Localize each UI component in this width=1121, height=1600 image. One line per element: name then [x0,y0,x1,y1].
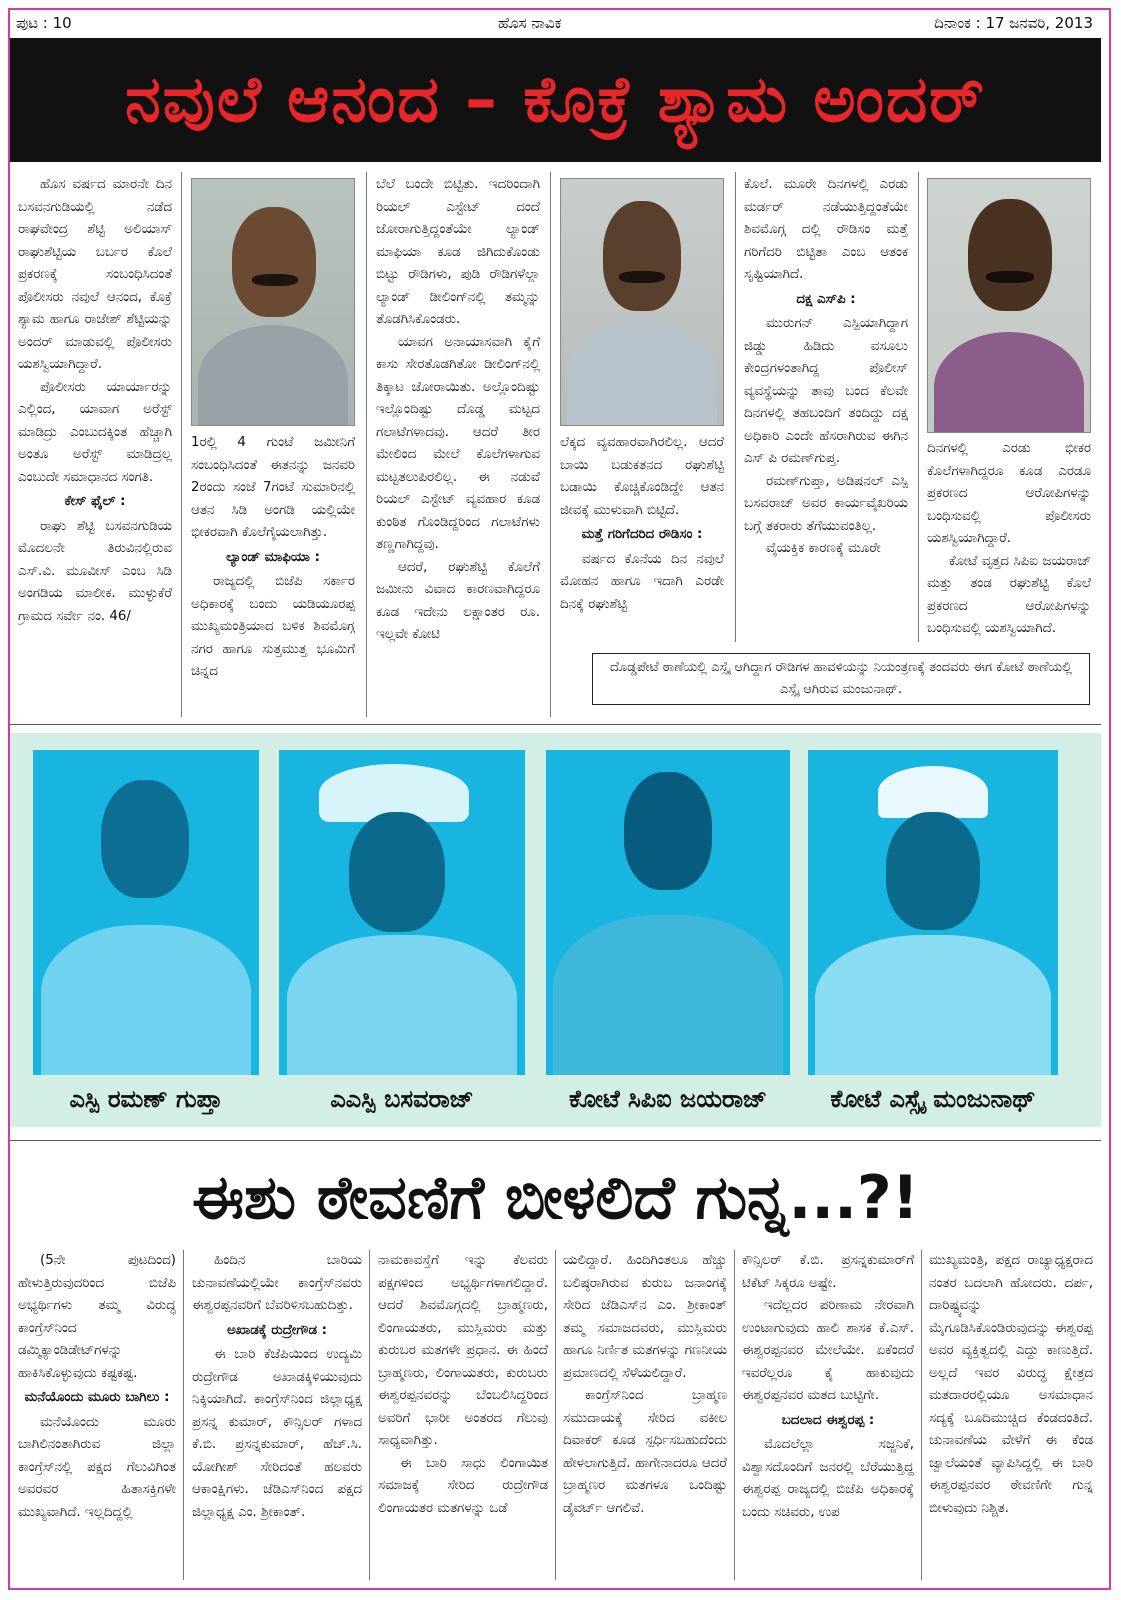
accused-photo-1 [191,178,355,426]
article1-col1: ಹೊಸ ವರ್ಷದ ಮಾರನೇ ದಿನ ಬಸವನಗುಡಿಯಲ್ಲಿ ನಡೆದ ರಾಘವೇಂದ್ರ ಶೆಟ್ಟಿ ಅಲಿಯಾಸ್ ರಾಘುಶೆಟ್ಟಿಯ ಬರ್ಬರ ಕೊಲೆ ಪ್ರಕರಣಕ್ಕೆ ಸಂಬಂಧಿಸಿದಂತೆ ಪೊಲೀಸರು ನವುಲೆ ಆನಂದ, ಕೊಕ್ರೆ ಶ್ಯಾಮ ಹಾಗೂ ರಾಜೇಶ್ ಶೆಟ್ಟಿಯನ್ನು ಅಂದರ್ ಮಾಡುವಲ್ಲಿ ಪೊಲೀಸರು ಯಶಸ್ವಿಯಾಗಿದ್ದಾರೆ. ಪೊಲೀಸರು ಯಾರ್ಯಾರನ್ನು ಎಲ್ಲಿಂದ, ಯಾವಾಗ ಅರೆಸ್ಟ್ ಮಾಡಿದ್ರು ಎಂಬುದಕ್ಕಿಂತ ಹೆಚ್ಚಾಗಿ ಅಂತೂ ಅರೆಸ್ಟ್ ಮಾಡಿದ್ರಲ್ಲ ಎಂಬುದೇ ಸಮಾಧಾನದ ಸಂಗತಿ. ಕೇಸ್ ಫೈಲ್ : ರಾಘು ಶೆಟ್ಟಿ ಬಸವನಗುಡಿಯ ಮೊದಲನೇ ತಿರುವಿನಲ್ಲಿರುವ ಎಸ್.ವಿ. ಮೂವೀಸ್ ಎಂಬ ಸಿಡಿ ಅಂಗಡಿಯ ಮಾಲೀಕ. ಮುಳ್ಳುಕೆರೆ ಗ್ರಾಮದ ಸರ್ವೇ ನಂ. 46/ [18,177,172,624]
accused-photo-3 [927,178,1091,433]
officer-photo-2 [279,750,525,1075]
officer-photo-1 [33,750,259,1075]
second-headline: ಈಶು ಠೇವಣಿಗೆ ಬೀಳಲಿದೆ ಗುನ್ನ...?! [191,1163,920,1233]
officer-photo-3 [546,750,790,1075]
officer-name-1: ಎಸ್ಪಿ ರಮಣ್ ಗುಪ್ತಾ [69,1085,223,1113]
article2-col3: ನಾಮಕಾವಸ್ತೆಗೆ ಇನ್ನು ಕೆಲವರು ಪಕ್ಷಗಳಿಂದ ಅಭ್ಯರ್ಥಿಗಳಾಗಲಿದ್ದಾರೆ. ಆದರೆ ಶಿವಮೊಗ್ಗದಲ್ಲಿ ಬ್ರಾಹ್ಮಣರು, ಲಿಂಗಾಯತರು, ಮುಸ್ಲಿಮರು ಮತ್ತು ಕುರುಬರ ಮತಗಳೇ ಪ್ರಧಾನ. ಈ ಹಿಂದೆ ಬ್ರಾಹ್ಮಣರು, ಲಿಂಗಾಯತರು, ಕುರುಬರು ಈಶ್ವರಪ್ಪನವರನ್ನು ಬೆಂಬಲಿಸಿದ್ದರಿಂದ ಅವರಿಗೆ ಭಾರೀ ಅಂತರದ ಗೆಲುವು ಸಾಧ್ಯವಾಗಿತ್ತು. ಈ ಬಾರಿ ಸಾಧು ಲಿಂಗಾಯಿತ ಸಮಾಜಕ್ಕೆ ಸೇರಿದ ರುದ್ರೇಗೌಡ ಲಿಂಗಾಯತರ ಮತಗಳನ್ನು ಒಡೆ [378,1253,548,1516]
main-headline: ನವುಲೆ ಆನಂದ – ಕೊಕ್ರೆ ಶ್ಯಾಮ ಅಂದರ್ [10,38,1101,162]
officer-name-2: ಎಎಸ್ಪಿ ಬಸವರಾಜ್ [330,1085,474,1113]
article2-col5: ಕೌನ್ಸಿಲರ್ ಕೆ.ಬಿ. ಪ್ರಸನ್ನಕುಮಾರ್‌ಗೆ ಟಿಕೆಟ್ ಸಿಕ್ಕರೂ ಅಷ್ಟೇ. ಇದೆಲ್ಲದರ ಪರಿಣಾಮ ನೇರವಾಗಿ ಉಂಟಾಗುವುದು ಹಾಲಿ ಶಾಸಕ ಕೆ.ಎಸ್. ಈಶ್ವರಪ್ಪನವರ ಮೇಲೆಯೇ. ಏಕೆಂದರೆ ಇವರೆಲ್ಲರೂ ಕೈ ಹಾಕುವುದು ಈಶ್ವರಪ್ಪನವರ ಮತದ ಬುಟ್ಟಿಗೇ. ಬದಲಾದ ಈಶ್ವರಪ್ಪ : ಮೊದಲೆಲ್ಲಾ ಸಜ್ಜನಿಕೆ, ವಿಶ್ವಾಸದೊಂದಿಗೆ ಜನರಲ್ಲಿ ಬೆರೆಯುತ್ತಿದ್ದ ಈಶ್ವರಪ್ಪ ರಾಜ್ಯದಲ್ಲಿ ಬಿಜೆಪಿ ಅಧಿಕಾರಕ್ಕೆ ಬಂದು ಸಚಿವರು, ಉಪ [742,1253,914,1520]
page-number: ಪುಟ : 10 [16,14,72,32]
article1-col2: 1ರಲ್ಲಿ 4 ಗುಂಟೆ ಜಮೀನಿಗೆ ಸಂಬಂಧಿಸಿದಂತೆ ಈತನನ್ನು ಜನವರಿ 2ರಂದು ಸಂಜೆ 7ಗಂಟೆ ಸುಮಾರಿನಲ್ಲಿ ಆತನ ಸಿಡಿ ಅಂಗಡಿ ಯಲ್ಲಿಯೇ ಭೀಕರವಾಗಿ ಕೊಲೆಗೈಯಲಾಗಿತ್ತು. ಲ್ಯಾಂಡ್ ಮಾಫಿಯಾ : ರಾಜ್ಯದಲ್ಲಿ ಬಿಜೆಪಿ ಸರ್ಕಾರ ಅಧಿಕಾರಕ್ಕೆ ಬಂದು ಯಡಿಯೂರಪ್ಪ ಮುಖ್ಯಮಂತ್ರಿಯಾದ ಬಳಿಕ ಶಿವಮೊಗ್ಗ ನಗರ ಹಾಗೂ ಸುತ್ತಮುತ್ತ ಭೂಮಿಗೆ ಚಿನ್ನದ [191,435,355,679]
article2-col6: ಮುಖ್ಯಮಂತ್ರಿ, ಪಕ್ಷದ ರಾಜ್ಯಾಧ್ಯಕ್ಷರಾದ ನಂತರ ಬದಲಾಗಿ ಹೋದರು. ದರ್ಪ, ದಾರಿಷ್ಟ್ಯವನ್ನು ಮೈಗೂಡಿಸಿಕೊಂಡಿರುವುದನ್ನು ಈಶ್ವರಪ್ಪ ಅವರ ವ್ಯಕ್ತಿತ್ವದಲ್ಲಿ ಎದ್ದು ಕಾಣುತ್ತಿದೆ. ಅಲ್ಲದೆ ಇವರ ವಿರುದ್ಧ ಕ್ಷೇತ್ರದ ಮತದಾರರಲ್ಲಿಯೂ ಅಸಮಾಧಾನ ಸದ್ಯಕ್ಕೆ ಬೂದಿಮುಚ್ಚಿದ ಕೆಂಡದಂತಿದೆ. ಚುನಾವಣೆಯ ವೇಳೆಗೆ ಈ ಕೆಂಡ ಜ್ವಾಲೆಯಂತೆ ವ್ಯಾಪಿಸಿದ್ದಲ್ಲಿ ಈ ಬಾರಿ ಈಶ್ವರಪ್ಪನವರ ಠೇವಣಿಗೇ ಗುನ್ನ ಬೀಳುವುದು ನಿಶ್ಚಿತ. [929,1253,1093,1516]
article1-col5: ಕೊಲೆ. ಮೂರೇ ದಿನಗಳಲ್ಲಿ ಎರಡು ಮರ್ಡರ್ ನಡೆಯುತ್ತಿದ್ದಂತೆಯೇ ಶಿವಮೊಗ್ಗ ದಲ್ಲಿ ರೌಡಿಸಂ ಮತ್ತೆ ಗರಿಗೆದರಿ ಬಿಟ್ಟಿತಾ ಎಂಬ ಆತಂಕ ಸೃಷ್ಟಿಯಾಗಿದೆ. ದಕ್ಷ ಎಸ್‌ಪಿ : ಮುರುಗನ್ ಎಸ್ಪಿಯಾಗಿದ್ದಾಗ ಜಿಡ್ಡು ಹಿಡಿದು ವಸೂಲು ಕೇಂದ್ರಗಳಂತಾಗಿದ್ದ ಪೊಲೀಸ್ ವ್ಯವಸ್ಥೆಯನ್ನು ತಾವು ಬಂದ ಕೆಲವೇ ದಿನಗಳಲ್ಲಿ ತಹಬಂದಿಗೆ ತಂದಿದ್ದು ದಕ್ಷ ಅಧಿಕಾರಿ ಎಂದೇ ಹೆಸರಾಗಿರುವ ಈಗಿನ ಎಸ್ ಪಿ ರಮಣ್‌ಗುಪ್ತ. ರಮಣ್‌ಗುಪ್ತಾ, ಅಡಿಷನಲ್ ಎಸ್ಪಿ ಬಸವರಾಜ್ ಅವರ ಕಾರ್ಯವೈಖರಿಯ ಬಗ್ಗೆ ತಕರಾರು ತೆಗೆಯುವಂತಿಲ್ಲ. ವೈಯಕ್ತಿಕ ಕಾರಣಕ್ಕೆ ಮೂರೇ [744,177,908,556]
photo-caption-box: ದೊಡ್ಡಪೇಟೆ ಠಾಣೆಯಲ್ಲಿ ಎಸ್ಸೈ ಆಗಿದ್ದಾಗ ರೌಡಿಗಳ ಹಾವಳಿಯನ್ನು ನಿಯಂತ್ರಣಕ್ಕೆ ತಂದವರು ಈಗ ಕೋಟೆ ಠಾಣೆಯಲ್ಲಿ ಎಸ್ಸೈ ಆಗಿರುವ ಮಂಜುನಾಥ್. [592,653,1090,705]
issue-date: ದಿನಾಂಕ : 17 ಜನವರಿ, 2013 [934,14,1093,32]
article1-col4: ಲೆಕ್ಕದ ವ್ಯವಹಾರವಾಗಿರಲಿಲ್ಲ. ಆದರೆ ಬಾಯಿ ಬಡುಕತನದ ರಘುಶೆಟ್ಟಿ ಬಡಾಯಿ ಕೊಚ್ಚಿಕೊಂಡಿದ್ದೇ ಆತನ ಜೀವಕ್ಕೆ ಮುಳುವಾಗಿ ಬಿಟ್ಟಿದೆ. ಮತ್ತೆ ಗರಿಗೆದರಿದ ರೌಡಿಸಂ : ವರ್ಷದ ಕೊನೆಯ ದಿನ ನವುಲೆ ಮೋಹನ ಹಾಗೂ ಇದಾಗಿ ಎರಡೇ ದಿನಕ್ಕೆ ರಘುಶೆಟ್ಟಿ [560,435,724,612]
masthead-bar [10,10,1101,34]
article2-col2: ಹಿಂದಿನ ಬಾರಿಯ ಚುನಾವಣೆಯಲ್ಲಿಯೇ ಕಾಂಗ್ರೆಸ್‌ನವರು ಈಶ್ವರಪ್ಪನವರಿಗೆ ಬೆವರಿಳಿಸಬಹುದಿತ್ತು. ಅಖಾಡಕ್ಕೆ ರುದ್ರೇಗೌಡ : ಈ ಬಾರಿ ಕೆಜೆಪಿಯಿಂದ ಉದ್ಯಮಿ ರುದ್ರೇಗೌಡ ಅಖಾಡಕ್ಕಿಳಿಯುವುದು ನಿಕ್ಕಿಯಾಗಿದೆ. ಕಾಂಗ್ರೆಸ್‌ನಿಂದ ಜಿಲ್ಲಾಧ್ಯಕ್ಷ ಪ್ರಸನ್ನ ಕುಮಾರ್, ಕೌನ್ಸಿಲರ್ ಗಳಾದ ಕೆ.ಬಿ. ಪ್ರಸನ್ನಕುಮಾರ್, ಹೆಚ್.ಸಿ. ಯೋಗೀಶ್ ಸೇರಿದಂತೆ ಹಲವರು ಆಕಾಂಕ್ಷಿಗಳು. ಜೆಡಿಎಸ್‌ನಿಂದ ಪಕ್ಷದ ಜಿಲ್ಲಾಧ್ಯಕ್ಷ ಎಂ. ಶ್ರೀಕಾಂತ್. [192,1253,362,1520]
officer-photo-4 [808,750,1058,1075]
accused-photo-2 [560,178,724,426]
article1-col6: ದಿನಗಳಲ್ಲಿ ಎರಡು ಭೀಕರ ಕೊಲೆಗಳಾಗಿದ್ದರೂ ಕೂಡ ಎರಡೂ ಪ್ರಕರಣದ ಆರೋಪಿಗಳನ್ನು ಬಂಧಿಸುವಲ್ಲಿ ಪೊಲೀಸರು ಯಶಸ್ವಿಯಾಗಿದ್ದಾರೆ. ಕೋಟೆ ವೃತ್ತದ ಸಿಪಿಐ ಜಯರಾಜ್ ಮತ್ತು ತಂಡ ರಘುಶೆಟ್ಟಿ ಕೊಲೆ ಪ್ರಕರಣದ ಆರೋಪಿಗಳನ್ನು ಬಂಧಿಸುವಲ್ಲಿ ಯಶಸ್ವಿಯಾಗಿದೆ. [927,441,1091,636]
officer-name-3: ಕೋಟೆ ಸಿಪಿಐ ಜಯರಾಜ್ [569,1085,767,1113]
article2-col4: ಯಲಿದ್ದಾರೆ. ಹಿಂದಿಗಿಂತಲೂ ಹೆಚ್ಚು ಬಲಿಷ್ಠರಾಗಿರುವ ಕುರುಬ ಜನಾಂಗಕ್ಕೆ ಸೇರಿದ ಜೆಡಿಎಸ್‌ನ ಎಂ. ಶ್ರೀಕಾಂತ್ ತಮ್ಮ ಸಮಾಜದವರು, ಮುಸ್ಲಿಮರು ಹಾಗೂ ನಿರ್ಣಿತ ಮತಗಳನ್ನು ಗಣನೀಯ ಪ್ರಮಾಣದಲ್ಲಿ ಸೆಳೆಯಲಿದ್ದಾರೆ. ಕಾಂಗ್ರೆಸ್‌ನಿಂದ ಬ್ರಾಹ್ಮಣ ಸಮುದಾಯಕ್ಕೆ ಸೇರಿದ ವಕೀಲ ದಿವಾಕರ್ ಕೂಡ ಸ್ಪರ್ಧಿಸಬಹುದೆಂದು ಹೇಳಲಾಗುತ್ತಿದೆ. ಹಾಗೇನಾದರೂ ಆದರೆ ಬ್ರಾಹ್ಮಣರ ಮತಗಳೂ ಒಂದಿಷ್ಟು ಡೈವರ್ಟ್ ಆಗಲಿವೆ. [563,1253,727,1516]
article2-col1: (5ನೇ ಪುಟದಿಂದ) ಹೇಳುತ್ತಿರುವುದರಿಂದ ಬಿಜೆಪಿ ಅಭ್ಯರ್ಥಿಗಳು ತಮ್ಮ ವಿರುದ್ಧ ಕಾಂಗ್ರೆಸ್‌ನಿಂದ ಡಮ್ಮಿಕ್ಯಾಂಡಿಡೇಟ್‌ಗಳನ್ನು ಹಾಕಿಸಿಕೊಳ್ಳುವುದು ಕಷ್ಟಕಷ್ಟ. ಮನೆಯೊಂದು ಮೂರು ಬಾಗಿಲು : ಮನೆಯೊಂದು ಮೂರು ಬಾಗಿಲಿನಂತಾಗಿರುವ ಜಿಲ್ಲಾ ಕಾಂಗ್ರೆಸ್‌ನಲ್ಲಿ ಪಕ್ಷದ ಗೆಲುವಿಗಿಂತ ಅವರವರ ಹಿತಾಸಕ್ತಿಗಳೇ ಮುಖ್ಯವಾಗಿದೆ. ಇಲ್ಲದಿದ್ದಲ್ಲಿ [18,1253,176,1520]
newspaper-name: ಹೊಸ ನಾವಿಕ [498,14,562,32]
article1-col3: ಬೆಲೆ ಬಂದೇ ಬಿಟ್ಟಿತು. ಇದರಿಂದಾಗಿ ರಿಯಲ್ ಎಸ್ಟೇಟ್ ದಂದೆ ಜೋರಾಗುತ್ತಿದ್ದಂತೆಯೇ ಲ್ಯಾಂಡ್ ಮಾಫಿಯಾ ಕೂಡ ಜಿಗಿದುಕೊಂಡು ಬಿಟ್ಟು ರೌಡಿಗಳು, ಪುಡಿ ರೌಡಿಗಳೆಲ್ಲಾ ಲ್ಯಾಂಡ್ ಡೀಲಿಂಗ್‌ನಲ್ಲಿ ತಮ್ಮನ್ನು ತೊಡಗಿಸಿಕೊಂಡರು. ಯಾವಗ ಅನಾಯಾಸವಾಗಿ ಕೈಗೆ ಕಾಸು ಸೇರತೊಡಗಿತೋ ಡೀಲಿಂಗ್‌ನಲ್ಲಿ ತಿಕ್ಕಾಟ ಜೋರಾಯಿತು. ಅಲ್ಲೊಂದಿಷ್ಟು ಇಲ್ಲೊಂದಿಷ್ಟು ದೊಡ್ಡ ಮಟ್ಟದ ಗಲಾಟೆಗಳಾದವು. ಆದರೆ ತೀರ ಮೇಲಿಂದ ಮೇಲೆ ಕೊಲೆಗಳಾಗುವ ಮಟ್ಟತಲುಪಿರಲಿಲ್ಲ. ಈ ನಡುವೆ ರಿಯಲ್ ಎಸ್ಟೇಟ್ ವ್ಯವಹಾರ ಕೂಡ ಕುಂಠಿತ ಗೊಂಡಿದ್ದರಿಂದ ಗಲಾಟೆಗಳು ತಣ್ಣಗಾಗಿದ್ದವು. ಆದರೆ, ರಘುಶೆಟ್ಟಿ ಕೊಲೆಗೆ ಜಮೀನು ವಿವಾದ ಕಾರಣವಾಗಿದ್ದರೂ ಕೂಡ ಇದೇನು ಲಕ್ಷಾಂತರ ರೂ. ಇಲ್ಲವೇ ಕೋಟಿ [376,177,540,642]
officer-name-4: ಕೋಟೆ ಎಸ್ಸೈ ಮಂಜುನಾಥ್ [830,1085,1036,1113]
